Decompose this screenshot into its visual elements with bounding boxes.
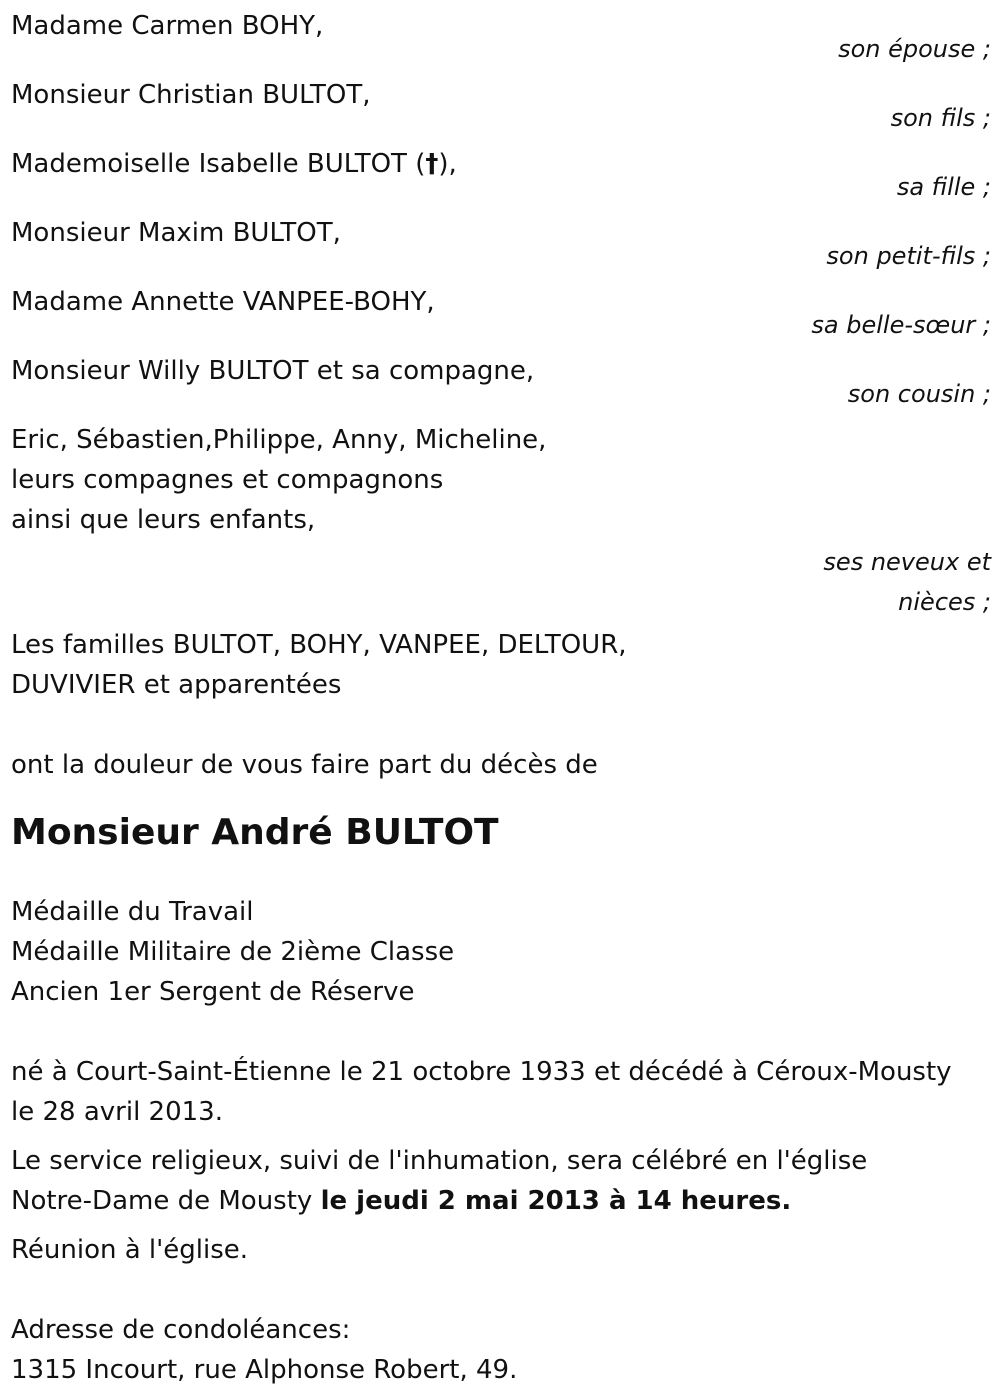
family-entry-nephews (11, 420, 991, 622)
deceased-name: Monsieur André BULTOT (11, 812, 499, 853)
name-prefix: Mademoiselle Isabelle BULTOT ( (11, 149, 426, 179)
family-entry-grandson (11, 213, 991, 276)
service-date: le jeudi 2 mai 2013 à 14 heures. (320, 1186, 792, 1216)
name-suffix: ), (438, 149, 457, 179)
families-line: Les familles BULTOT, BOHY, VANPEE, DELTOUR, (11, 630, 627, 660)
reunion-text: Réunion à l'église. (11, 1235, 249, 1265)
condolences-label: Adresse de condoléances: (11, 1315, 351, 1345)
family-entry-daughter (11, 144, 991, 207)
family-member-relation: son épouse ; (838, 35, 991, 63)
family-entry-spouse (11, 6, 991, 69)
condolences-block (11, 1310, 991, 1390)
family-entry-cousin (11, 351, 991, 414)
family-member-relation: ses neveux et nièces ; (823, 548, 991, 616)
honor-item: Ancien 1er Sergent de Réserve (11, 977, 415, 1007)
family-member-relation: son fils ; (890, 104, 991, 132)
honor-item: Médaille du Travail (11, 897, 254, 927)
family-entry-son (11, 75, 991, 138)
family-member-name: Monsieur Maxim BULTOT, (11, 218, 341, 248)
obituary-page (11, 0, 991, 1390)
families-block (11, 625, 991, 705)
family-member-relation: son petit-fils ; (826, 242, 991, 270)
announcement-text: ont la douleur de vous faire part du décès de (11, 750, 598, 780)
cross-icon: † (425, 149, 439, 179)
family-member-relation: son cousin ; (847, 380, 991, 408)
honor-item: Médaille Militaire de 2ième Classe (11, 937, 455, 967)
nephews-line: ainsi que leurs enfants, (11, 505, 316, 535)
nephews-line: Eric, Sébastien,Philippe, Anny, Micheline, (11, 425, 547, 455)
family-member-name: Madame Annette VANPEE-BOHY, (11, 287, 435, 317)
birth-death-text: né à Court-Saint-Étienne le 21 octobre 1933 et décédé à Céroux-Mousty le 28 avril 2013. (11, 1057, 952, 1127)
family-member-relation: sa fille ; (896, 173, 991, 201)
family-entry-sister-in-law (11, 282, 991, 345)
service-description: Le service religieux, suivi de l'inhumation, sera célébré en l'église Notre-Dame de Mousty (11, 1146, 868, 1216)
family-member-name: Madame Carmen BOHY, (11, 11, 324, 41)
service-text (11, 1141, 911, 1221)
honors-list (11, 892, 991, 1012)
families-line: DUVIVIER et apparentées (11, 670, 342, 700)
condolences-address: 1315 Incourt, rue Alphonse Robert, 49. (11, 1355, 518, 1385)
family-member-name: Monsieur Willy BULTOT et sa compagne, (11, 356, 535, 386)
nephews-line: leurs compagnes et compagnons (11, 465, 444, 495)
family-member-relation: sa belle-sœur ; (811, 311, 991, 339)
family-member-name: Monsieur Christian BULTOT, (11, 80, 371, 110)
